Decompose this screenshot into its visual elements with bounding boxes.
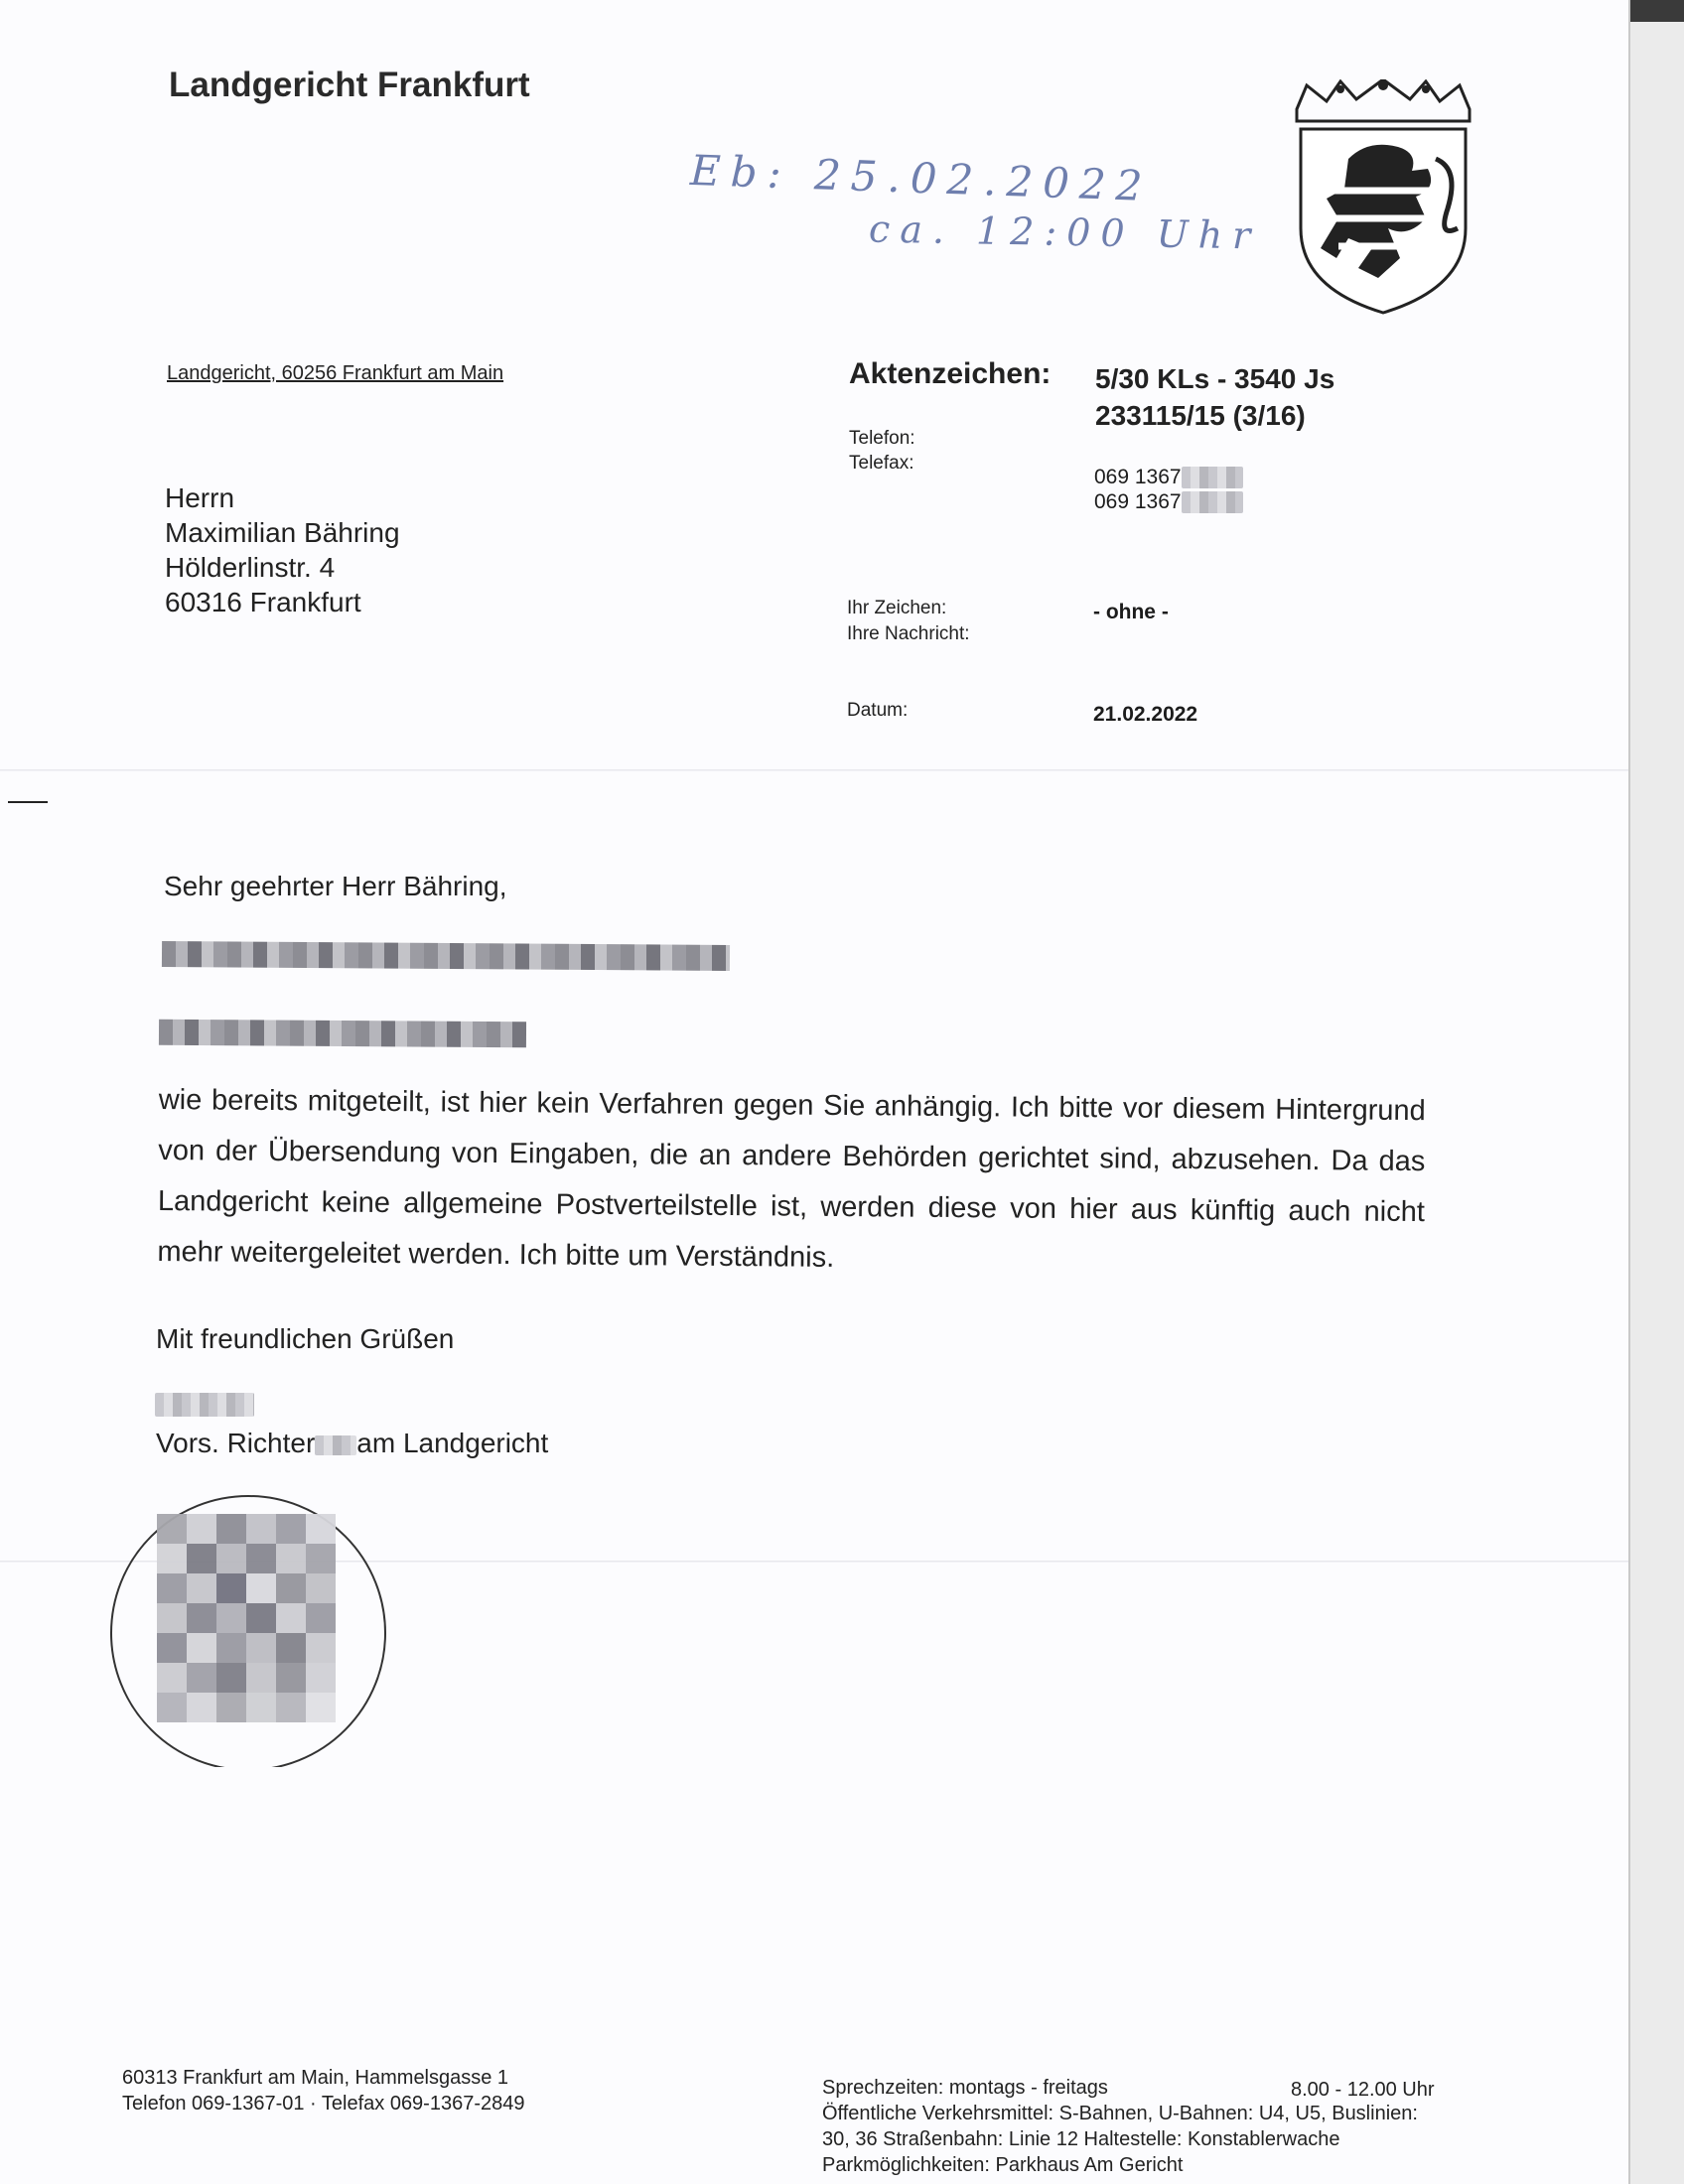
closing-phrase: Mit freundlichen Grüßen [156, 1323, 455, 1354]
ihr-zeichen-value: - ohne - [1093, 601, 1169, 623]
handwritten-received-time: ca. 12:00 Uhr [868, 206, 1261, 258]
fold-mark [8, 801, 48, 803]
recipient-city: 60316 Frankfurt [165, 587, 361, 617]
telefon-label: Telefon: [849, 428, 915, 449]
telefax-value [1094, 490, 1243, 514]
aktenzeichen-line1: 5/30 KLs - 3540 Js [1095, 363, 1335, 394]
telefax-number: 069 1367 [1094, 490, 1182, 513]
recipient-salutation: Herrn [165, 482, 235, 513]
recipient-name: Maximilian Bähring [165, 517, 400, 548]
footer-transit-1: Öffentliche Verkehrsmittel: S-Bahnen, U-Bahnen: U4, U5, Buslinien: [822, 2103, 1418, 2124]
footer-transit-2: 30, 36 Straßenbahn: Linie 12 Haltestelle: Konstablerwache [822, 2128, 1340, 2150]
signer-prefix: Vors. Richter [156, 1428, 316, 1458]
telefax-label: Telefax: [849, 453, 914, 474]
ihr-zeichen-label: Ihr Zeichen: [847, 598, 947, 618]
datum-label: Datum: [847, 700, 909, 721]
signer-suffix: am Landgericht [356, 1428, 549, 1458]
footer-street: 60313 Frankfurt am Main, Hammelsgasse 1 [122, 2067, 509, 2089]
letter-salutation: Sehr geehrter Herr Bähring, [164, 871, 507, 901]
court-name: Landgericht Frankfurt [169, 66, 530, 104]
court-seal-stamp [107, 1484, 390, 1767]
footer-sprechzeiten: Sprechzeiten: montags - freitags [822, 2077, 1108, 2099]
signer-title [156, 1428, 548, 1459]
aktenzeichen-label: Aktenzeichen: [849, 357, 1052, 390]
handwritten-received-date: Eb: 25.02.2022 [689, 145, 1154, 211]
footer-address [122, 2065, 525, 2116]
redacted-signer-name [155, 1393, 254, 1417]
redacted-extension [1182, 467, 1243, 488]
return-address: Landgericht, 60256 Frankfurt am Main [167, 362, 504, 384]
footer-phone-fax: Telefon 069-1367-01 · Telefax 069-1367-2849 [122, 2093, 525, 2115]
footer-parking: Parkmöglichkeiten: Parkhaus Am Gericht [822, 2154, 1184, 2176]
datum-value: 21.02.2022 [1093, 703, 1198, 726]
aktenzeichen-value [1095, 360, 1334, 434]
letter-body: wie bereits mitgeteilt, ist hier kein Verfahren gegen Sie anhängig. Ich bitte vor diesem Hintergrund von der Übersendung von Eingaben, die an andere Behörden gerichtet sind, abzusehen. Da das Landgericht keine allgemeine Postverteilstelle ist, werden diese von hier aus künftig auch nicht mehr weitergeleitet werden. Ich bitte um Verständnis. [157, 1083, 1426, 1274]
recipient-address [165, 480, 661, 619]
recipient-street: Hölderlinstr. 4 [165, 552, 336, 583]
scan-margin [1628, 0, 1684, 2184]
telefon-number: 069 1367 [1094, 466, 1182, 488]
redacted-subject-line [159, 1020, 526, 1048]
paper-fold [0, 769, 1628, 771]
hessen-coat-of-arms-icon [1289, 79, 1477, 318]
redacted-subject-line [162, 941, 730, 971]
telefon-value [1094, 466, 1243, 489]
ihre-nachricht-label: Ihre Nachricht: [847, 623, 970, 644]
footer-hours: 8.00 - 12.00 Uhr [1291, 2079, 1435, 2101]
redacted-signer-suffix [315, 1435, 356, 1455]
redacted-extension [1182, 491, 1243, 513]
aktenzeichen-line2: 233115/15 (3/16) [1095, 400, 1306, 431]
